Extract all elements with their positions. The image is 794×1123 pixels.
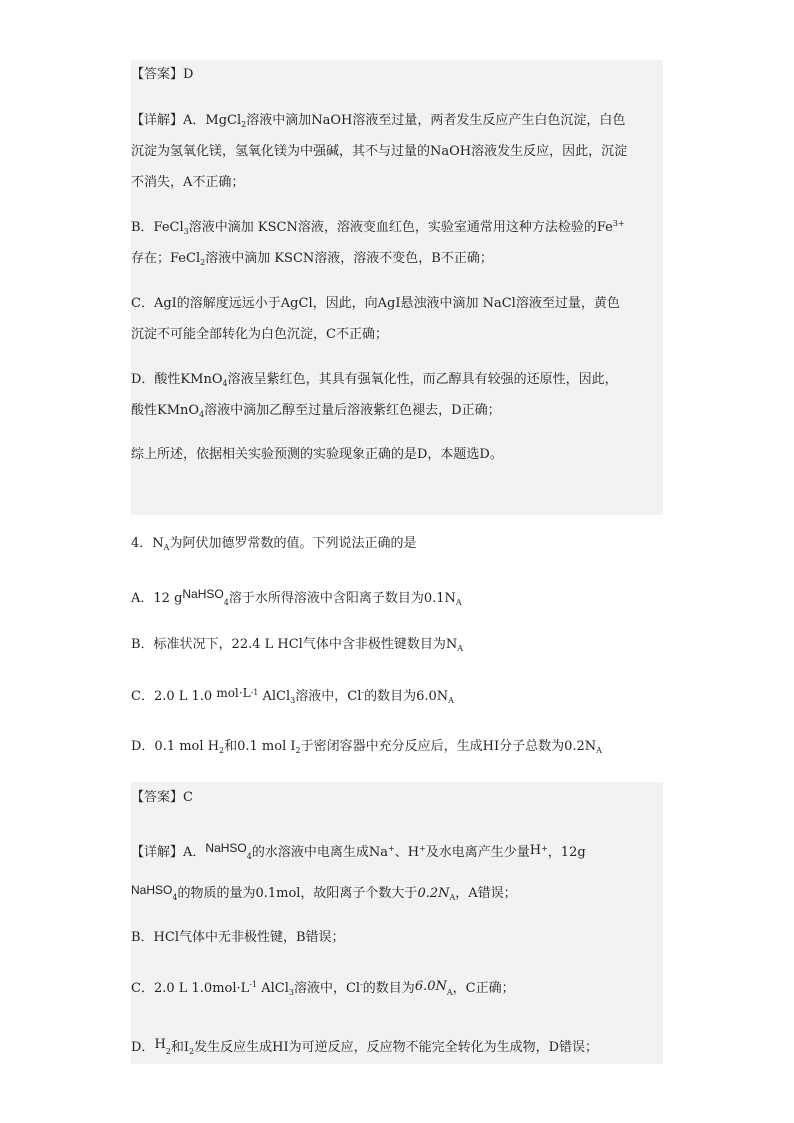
text-run: 溶液中，	[295, 689, 348, 704]
text-run: 【详解】	[131, 113, 184, 128]
detail-2-c	[131, 978, 515, 998]
text-run: 溶液中滴加 KSCN溶液，溶液不变色，B不正确；	[205, 251, 493, 266]
text-run: 3	[288, 988, 294, 997]
text-run: 溶液中滴加 KSCN溶液，溶液变血红色，实验室通常用这种方法检验的Fe	[188, 220, 613, 235]
text-run: 3+	[612, 219, 625, 228]
text-run: 3	[290, 696, 296, 705]
text-run: 沉淀不可能全部转化为白色沉淀，C不正确；	[131, 327, 388, 342]
answer-block-2	[131, 782, 663, 1064]
detail-2-b	[131, 929, 345, 947]
text-run: ，A错误；	[455, 886, 517, 901]
text-run: A	[163, 543, 170, 552]
text-run: 的数目为	[362, 981, 415, 996]
text-run: Cl	[347, 689, 362, 704]
question-4-stem	[131, 535, 416, 553]
text-run: mol·L	[216, 686, 251, 700]
text-run: 综上所述，依据相关实验预测的实验现象正确的是D，本题选D。	[131, 447, 503, 462]
detail-1-d-line-2	[131, 402, 501, 420]
text-run: 4	[223, 598, 229, 607]
text-run: B．HCl气体中无非极性键，B错误；	[131, 930, 345, 945]
text-run: A	[455, 598, 462, 607]
text-run: 不消失，A不正确；	[131, 175, 245, 190]
text-run: 4	[222, 379, 228, 388]
text-run: 【详解】	[131, 845, 184, 860]
text-run: C．AgI的溶解度远远小于AgCl，因此，向AgI悬浊液中滴加 NaCl溶液至过量，黄色	[131, 296, 620, 311]
answer-value: D	[183, 67, 194, 82]
text-run: B．FeCl	[131, 220, 184, 235]
detail-1-a-line-3	[131, 174, 244, 192]
text-run: D．	[131, 1040, 155, 1055]
text-run: 4	[246, 852, 252, 861]
text-run: AlCl	[258, 689, 291, 704]
text-run: 4	[199, 410, 205, 419]
text-run: 溶于水所得溶液中含阳离子数目为0.1N	[228, 591, 456, 606]
detail-1-d-line-1	[131, 371, 618, 389]
detail-1-a-line-1	[131, 112, 625, 130]
text-run: AlCl	[257, 981, 289, 996]
text-run: 溶液中滴加乙醇至过量后溶液紫红色褪去，D正确；	[204, 403, 501, 418]
text-run: 2	[295, 746, 301, 755]
text-run: 6.0N	[414, 979, 447, 994]
question-4-option-a	[131, 585, 462, 608]
text-run: 2	[200, 258, 206, 267]
answer-tag: 【答案】	[131, 67, 184, 82]
answer-tag: 【答案】	[131, 790, 184, 805]
text-run: D．0.1 mol	[131, 739, 208, 754]
detail-2-a-line-2	[131, 881, 517, 903]
text-run: H	[154, 1037, 166, 1052]
text-run: A．MgCl	[183, 113, 242, 128]
text-run: 2	[165, 1047, 171, 1056]
text-run: A	[446, 988, 453, 997]
text-run: 2	[219, 746, 225, 755]
text-run: NaHSO	[182, 587, 224, 601]
text-run: A	[596, 746, 602, 755]
text-run: A	[448, 696, 454, 705]
text-run: 2	[241, 120, 247, 129]
text-run: 沉淀为氢氧化镁，氢氧化镁为中强碱，其不与过量的NaOH溶液发生反应，因此，沉淀	[131, 144, 628, 159]
detail-1-a-line-2	[131, 143, 627, 161]
question-4-option-d	[131, 738, 602, 756]
answer-line-2	[131, 789, 193, 807]
text-run: H	[529, 843, 542, 858]
detail-1-c-line-1	[131, 295, 620, 313]
text-run: NaHSO	[131, 883, 173, 897]
text-run: 的数目为6.0N	[364, 689, 449, 704]
detail-1-c-line-2	[131, 326, 388, 344]
text-run: +	[419, 844, 426, 853]
text-run: ，12g	[547, 845, 586, 860]
text-run: 溶液中，	[293, 981, 346, 996]
text-run: 4．N	[131, 536, 164, 551]
text-run: NaHSO	[205, 841, 247, 855]
text-run: C．2.0 L 1.0	[131, 689, 217, 704]
text-run: H	[207, 739, 220, 754]
text-run: +	[387, 844, 395, 853]
text-run: -	[361, 688, 365, 697]
text-run: ，C正确；	[452, 981, 515, 996]
text-run: 和I	[170, 1040, 190, 1055]
question-4-option-c	[131, 684, 454, 706]
text-run: 的水溶液中电离生成Na	[251, 845, 388, 860]
text-run: A．	[183, 845, 206, 860]
text-run: 的物质的量为0.1mol，故阳离子个数大于	[177, 886, 418, 901]
text-run: 及水电离产生少量	[425, 845, 530, 860]
text-run: C．2.0 L 1.0mol·L	[131, 981, 250, 996]
text-run: -1	[249, 980, 258, 989]
text-run: Cl	[345, 981, 361, 996]
detail-2-a-line-1	[131, 839, 586, 862]
text-run: 0.2N	[417, 886, 450, 901]
text-run: A	[457, 644, 463, 653]
text-run: 于密闭容器中充分反应后，生成HI分子总数为0.2N	[300, 739, 597, 754]
question-4-option-b	[131, 636, 463, 654]
text-run: D．酸性KMnO	[131, 372, 223, 387]
text-run: 发生反应生成HI为可逆反应，反应物不能完全转化为生成物，D错误；	[194, 1040, 599, 1055]
text-run: 、H	[394, 845, 420, 860]
detail-2-d	[131, 1036, 598, 1057]
text-run: B．标准状况下，22.4 L HCl气体中含非极性键数目为N	[131, 637, 458, 652]
text-run: 存在；FeCl	[131, 251, 201, 266]
answer-line-1	[131, 66, 193, 84]
answer-value: C	[183, 790, 193, 805]
text-run: -	[360, 980, 363, 989]
text-run: 酸性KMnO	[131, 403, 200, 418]
detail-1-summary	[131, 446, 503, 464]
detail-1-b-line-2	[131, 250, 493, 268]
text-run: 和0.1 mol I	[224, 739, 296, 754]
text-run: 溶液中滴加NaOH溶液至过量，两者发生反应产生白色沉淀，白色	[246, 113, 626, 128]
detail-1-b-line-1	[131, 219, 625, 237]
text-run: 2	[189, 1047, 195, 1056]
text-run: 为阿伏加德罗常数的值。下列说法正确的是	[169, 536, 417, 551]
text-run: 溶液呈紫红色，其具有强氧化性，而乙醇具有较强的还原性，因此，	[227, 372, 618, 387]
text-run: -1	[250, 688, 259, 697]
text-run: A	[449, 893, 456, 902]
text-run: 3	[183, 227, 189, 236]
text-run: A．12 g	[131, 591, 183, 606]
text-run: +	[541, 844, 548, 853]
text-run: 4	[172, 893, 178, 902]
